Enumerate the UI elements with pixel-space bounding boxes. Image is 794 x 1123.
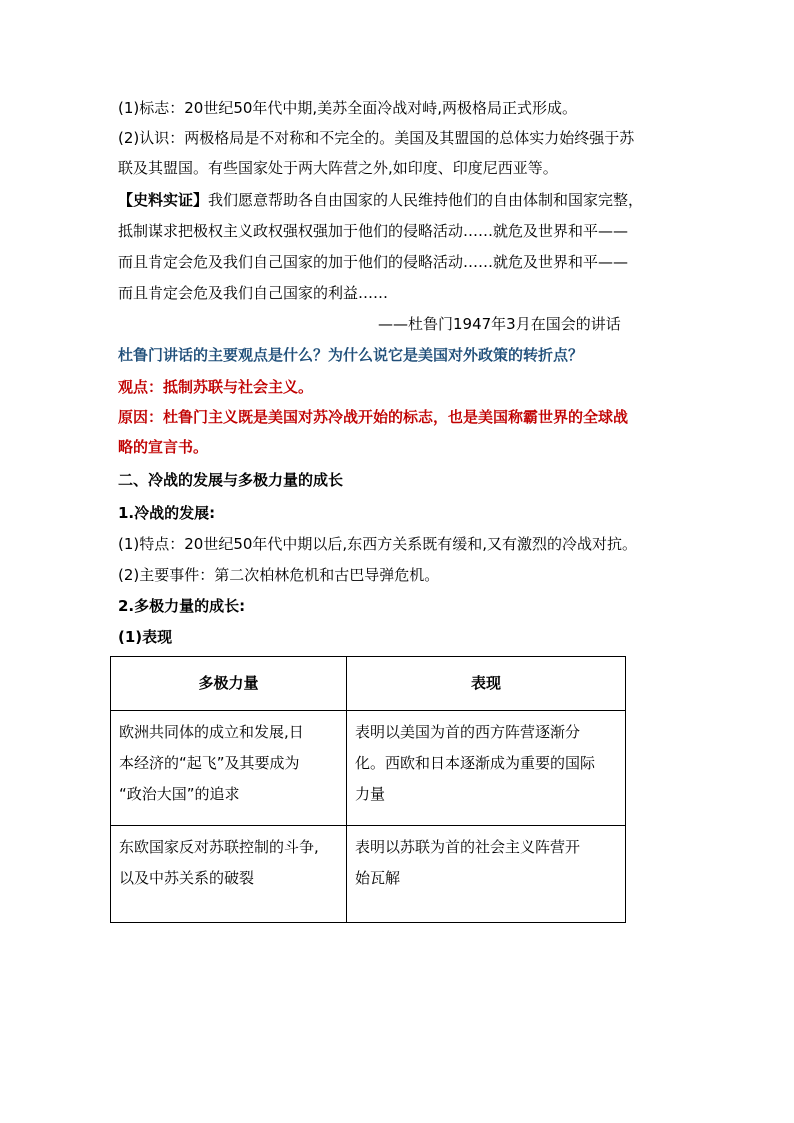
table-header-force: 多极力量 (111, 657, 347, 711)
table-cell-manifestation (347, 711, 626, 826)
answer-reason-1: 原因：杜鲁门主义既是美国对苏冷战开始的标志，也是美国称霸世界的全球战 (118, 408, 629, 426)
evidence-line-1 (118, 190, 643, 210)
answer-view: 观点：抵制苏联与社会主义。 (118, 378, 314, 396)
subsection-1-title: 1.冷战的发展: (118, 504, 216, 522)
paragraph-understanding-1: (2)认识：两极格局是不对称和不完全的。美国及其盟国的总体实力始终强于苏 (118, 129, 635, 147)
subsection-2-title: 2.多极力量的成长: (118, 597, 246, 615)
table-cell-force (111, 711, 347, 826)
paragraph-understanding-2: 联及其盟国。有些国家处于两大阵营之外,如印度、印度尼西亚等。 (118, 159, 558, 177)
table-cell-force (111, 826, 347, 923)
cell-line: 本经济的“起飞”及其要成为 (119, 754, 300, 772)
table-header-row (111, 657, 626, 711)
table-row (111, 826, 626, 923)
cell-line: 表明以苏联为首的社会主义阵营开 (355, 838, 581, 856)
evidence-source: ——杜鲁门1947年3月在国会的讲话 (378, 315, 621, 333)
evidence-label: 【史料实证】 (118, 191, 209, 209)
evidence-line-4: 而且肯定会危及我们自己国家的利益…… (118, 284, 389, 302)
cell-line: 欧洲共同体的成立和发展,日 (119, 723, 304, 741)
evidence-line-3: 而且肯定会危及我们自己国家的加于他们的侵略活动……就危及世界和平—— (118, 253, 629, 271)
cell-line: 始瓦解 (355, 869, 401, 887)
table-header-manifestation: 表现 (347, 657, 626, 711)
section-2-title: 二、冷战的发展与多极力量的成长 (118, 471, 344, 489)
cell-line: 力量 (355, 785, 386, 803)
subsection-1-feature: (1)特点：20世纪50年代中期以后,东西方关系既有缓和,又有激烈的冷战对抗。 (118, 535, 637, 553)
cell-line: 化。西欧和日本逐渐成为重要的国际 (355, 754, 596, 772)
cell-line: 以及中苏关系的破裂 (119, 869, 255, 887)
multipolar-table (110, 656, 626, 923)
cell-line: 表明以美国为首的西方阵营逐渐分 (355, 723, 581, 741)
subsection-2-manifest: (1)表现 (118, 628, 173, 646)
table-cell-manifestation (347, 826, 626, 923)
question: 杜鲁门讲话的主要观点是什么？为什么说它是美国对外政策的转折点？ (118, 346, 584, 364)
evidence-text-1: 我们愿意帮助各自由国家的人民维持他们的自由体制和国家完整， (208, 191, 644, 209)
evidence-line-2: 抵制谋求把极权主义政权强权强加于他们的侵略活动……就危及世界和平—— (118, 222, 629, 240)
answer-reason-2: 略的宣言书。 (118, 438, 209, 456)
paragraph-symbol: (1)标志：20世纪50年代中期,美苏全面冷战对峙,两极格局正式形成。 (118, 99, 577, 117)
table-row (111, 711, 626, 826)
subsection-1-events: (2)主要事件：第二次柏林危机和古巴导弹危机。 (118, 566, 440, 584)
cell-line: 东欧国家反对苏联控制的斗争, (119, 838, 319, 856)
cell-line: “政治大国”的追求 (119, 785, 240, 803)
